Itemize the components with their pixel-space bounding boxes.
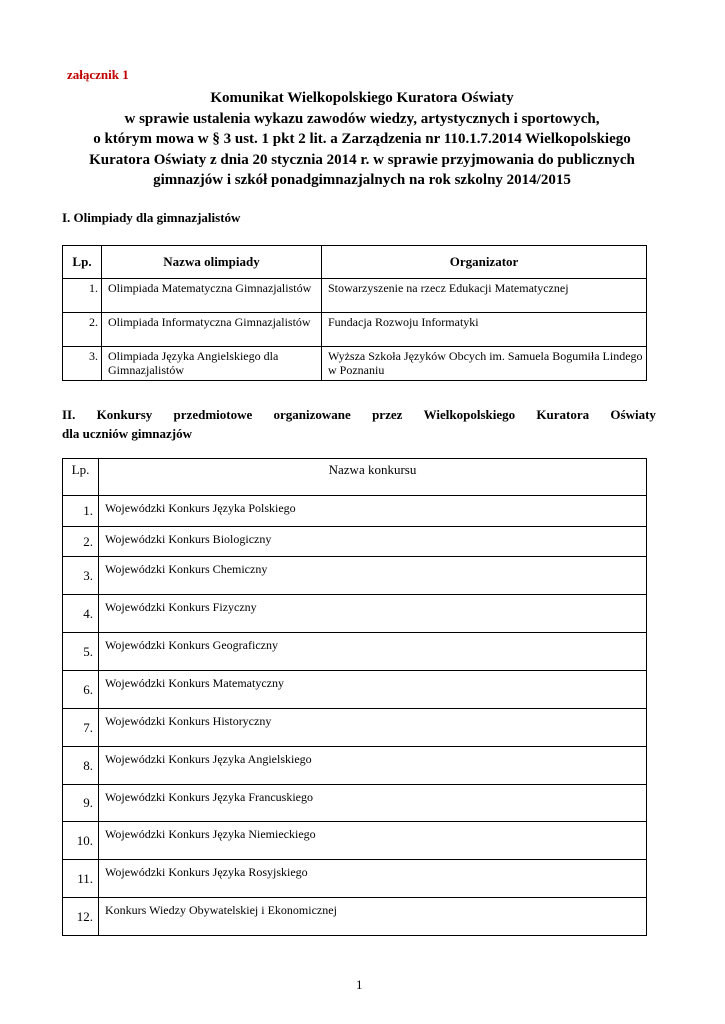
organizer: Wyższa Szkoła Języków Obcych im. Samuela Bogumiła Lindego w Poznaniu [322,347,647,381]
row-number: 1. [63,279,102,313]
heading-word: Oświaty [610,407,656,422]
row-number: 2. [63,527,99,557]
competition-name: Wojewódzki Konkurs Chemiczny [99,557,647,595]
table-row [63,496,647,527]
title-line: o którym mowa w § 3 ust. 1 pkt 2 lit. a Zarządzenia nr 110.1.7.2014 Wielkopolskiego [93,131,631,147]
table-row [63,279,647,313]
competition-name: Wojewódzki Konkurs Fizyczny [99,595,647,633]
heading-word: przedmiotowe [173,407,253,422]
table-header-row [63,459,647,496]
heading-word: przez [372,407,403,422]
olympiads-table [62,245,647,381]
heading-word: Wielkopolskiego [423,407,516,422]
olympiad-name: Olimpiada Matematyczna Gimnazjalistów [102,279,322,313]
competition-name: Wojewódzki Konkurs Języka Rosyjskiego [99,860,647,898]
column-header-olympiad-name: Nazwa olimpiady [102,246,322,279]
row-number: 1. [63,496,99,527]
table-row [63,633,647,671]
heading-word: organizowane [273,407,351,422]
table-header-row [63,246,647,279]
row-number: 12. [63,898,99,936]
competition-name: Wojewódzki Konkurs Matematyczny [99,671,647,709]
page-number: 1 [356,977,363,992]
table-row [63,557,647,595]
section-heading-olympiads: I. Olimpiady dla gimnazjalistów [62,210,241,225]
competition-name: Wojewódzki Konkurs Języka Niemieckiego [99,822,647,860]
column-header-competition-name: Nazwa konkursu [99,459,647,496]
organizer: Stowarzyszenie na rzecz Edukacji Matematycznej [322,279,647,313]
table-row [63,709,647,747]
section-heading-line: dla uczniów gimnazjów [62,426,192,441]
competition-name: Wojewódzki Konkurs Geograficzny [99,633,647,671]
table-row [63,898,647,936]
competition-name: Wojewódzki Konkurs Biologiczny [99,527,647,557]
table-row [63,785,647,822]
row-number: 3. [63,557,99,595]
title-line: gimnazjów i szkół ponadgimnazjalnych na rok szkolny 2014/2015 [153,172,571,188]
olympiad-name: Olimpiada Języka Angielskiego dla Gimnazjalistów [102,347,322,381]
olympiad-name: Olimpiada Informatyczna Gimnazjalistów [102,313,322,347]
table-row [63,822,647,860]
competition-name: Wojewódzki Konkurs Języka Polskiego [99,496,647,527]
table-row [63,671,647,709]
table-row [63,747,647,785]
row-number: 6. [63,671,99,709]
heading-word: Kuratora [536,407,590,422]
table-row [63,527,647,557]
competitions-table [62,458,647,936]
row-number: 8. [63,747,99,785]
title-line: w sprawie ustalenia wykazu zawodów wiedzy, artystycznych i sportowych, [124,110,600,127]
document-title [62,88,662,191]
section-heading-line [62,405,656,424]
row-number: 7. [63,709,99,747]
section-heading-competitions [62,405,656,443]
column-header-organizer: Organizator [322,246,647,279]
row-number: 4. [63,595,99,633]
table-row [63,595,647,633]
heading-word: II. [62,407,76,422]
row-number: 2. [63,313,102,347]
column-header-lp: Lp. [63,459,99,496]
row-number: 9. [63,785,99,822]
row-number: 10. [63,822,99,860]
row-number: 11. [63,860,99,898]
competition-name: Konkurs Wiedzy Obywatelskiej i Ekonomicznej [99,898,647,936]
column-header-lp: Lp. [63,246,102,279]
competition-name: Wojewódzki Konkurs Języka Francuskiego [99,785,647,822]
heading-word: Konkursy [96,407,153,422]
organizer: Fundacja Rozwoju Informatyki [322,313,647,347]
table-row [63,860,647,898]
annex-label: załącznik 1 [67,67,129,82]
row-number: 5. [63,633,99,671]
table-row [63,347,647,381]
title-line: Komunikat Wielkopolskiego Kuratora Oświaty [210,90,514,106]
row-number: 3. [63,347,102,381]
competition-name: Wojewódzki Konkurs Historyczny [99,709,647,747]
title-line: Kuratora Oświaty z dnia 20 stycznia 2014 r. w sprawie przyjmowania do publicznych [89,151,635,168]
table-row [63,313,647,347]
competition-name: Wojewódzki Konkurs Języka Angielskiego [99,747,647,785]
